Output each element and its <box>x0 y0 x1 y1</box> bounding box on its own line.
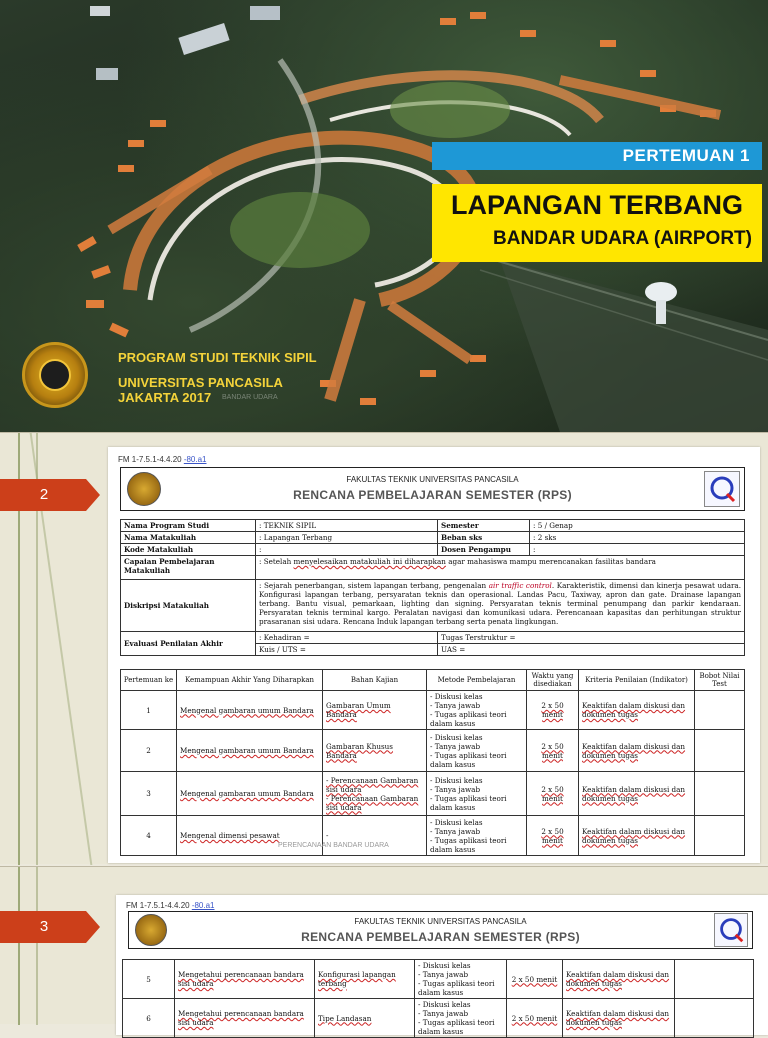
rps-page <box>116 895 768 1035</box>
quality-logo <box>714 913 748 947</box>
slide-number-marker <box>0 911 100 943</box>
quality-logo <box>704 471 740 507</box>
course-info-table <box>120 519 745 656</box>
program-value: : TEKNIK SIPIL <box>256 520 438 532</box>
slide-2[interactable] <box>0 432 768 864</box>
table-row: 5 Mengetahui perencanaan bandara sisi udara Konfigurasi lapangan terbang - Diskusi kelas - Tanya jawab - Tugas aplikasi teori dalam kasus 2 x 50 menit Keaktifan dalam diskusi dan dokumen tugas <box>123 960 754 999</box>
rps-page <box>108 447 760 863</box>
slide-number-marker <box>0 479 100 511</box>
program-label: Nama Program Studi <box>121 520 256 532</box>
document-header <box>120 467 745 511</box>
schedule-table <box>120 669 745 856</box>
document-header <box>128 911 753 949</box>
slide-title: LAPANGAN TERBANG <box>451 190 743 220</box>
description-value: : Sejarah penerbangan, sistem lapangan terbang, pengenalan air traffic control. Karakteristik, dimensi dan kinerja pesawat udara. Konfigurasi lapangan terbang, persyaratan teknis dan operasional. Landas Pacu, Taxiway, apron dan gate. Drainase lapangan terbang. Bantu visual, pemarkaan, lighting dan signing. Persyaratan teknis terminal penumpang dan parkir kendaraan. Persyaratan teknis terminal kargo. Peralatan navigasi dan komunikasi udara. Perencanaan kapasitas dan perhitungan struktur prasaranan sisi udara. Rencana Induk lapangan terbang serta penata lingkungan. <box>256 580 745 632</box>
lecturer-value: : <box>530 544 745 556</box>
university-name: UNIVERSITAS PANCASILA <box>118 375 283 390</box>
sks-value: : 2 sks <box>530 532 745 544</box>
title-box <box>432 184 762 262</box>
cpm-value: : Setelah menyelesaikan matakuliah ini diharapkan agar mahasiswa mampu merencanakan fasilitas bandara <box>256 556 745 580</box>
meeting-banner: PERTEMUAN 1 <box>432 142 762 170</box>
cover-slide[interactable] <box>0 0 768 432</box>
code-label: Kode Matakuliah <box>121 544 256 556</box>
course-value: : Lapangan Terbang <box>256 532 438 544</box>
lecturer-label: Dosen Pengampu <box>438 544 530 556</box>
city-year: JAKARTA 2017 <box>118 390 212 405</box>
slide-number: 2 <box>39 486 49 503</box>
col-time: Waktu yang disediakan <box>527 670 579 691</box>
university-logo <box>127 472 161 506</box>
decor-line <box>36 867 38 1025</box>
decor-line <box>18 867 20 1025</box>
table-row: 3 Mengenal gambaran umum Bandara - Perencanaan Gambaran sisi udara - Perencanaan Gambaran sisi udara - Diskusi kelas - Tanya jawab - Tugas aplikasi teori dalam kasus 2 x 50 menit Keaktifan dalam diskusi dan dokumen tugas <box>121 772 745 816</box>
description-label: Diskripsi Matakuliah <box>121 580 256 632</box>
cover-watermark: BANDAR UDARA <box>222 394 278 401</box>
university-seal-logo <box>22 342 88 408</box>
cpm-label: Capaian Pembelajaran Matakuliah <box>121 556 256 580</box>
code-value: : <box>256 544 438 556</box>
table-row: 1 Mengenal gambaran umum Bandara Gambaran Umum Bandara - Diskusi kelas - Tanya jawab - Tugas aplikasi teori dalam kasus 2 x 50 menit Keaktifan dalam diskusi dan dokumen tugas <box>121 691 745 730</box>
semester-label: Semester <box>438 520 530 532</box>
col-ability: Kemampuan Akhir Yang Diharapkan <box>177 670 323 691</box>
col-meeting: Pertemuan ke <box>121 670 177 691</box>
eval-quiz: Kuis / UTS = <box>256 644 438 656</box>
university-logo <box>135 914 167 946</box>
document-title: RENCANA PEMBELAJARAN SEMESTER (RPS) <box>293 488 572 502</box>
eval-final: UAS = <box>438 644 745 656</box>
col-criteria: Kriteria Penilaian (Indikator) <box>579 670 695 691</box>
faculty-name: FAKULTAS TEKNIK UNIVERSITAS PANCASILA <box>346 475 519 484</box>
sks-label: Beban sks <box>438 532 530 544</box>
table-row: 2 Mengenal gambaran umum Bandara Gambaran Khusus Bandara - Diskusi kelas - Tanya jawab - Tugas aplikasi teori dalam kasus 2 x 50 menit Keaktifan dalam diskusi dan dokumen tugas <box>121 730 745 772</box>
col-method: Metode Pembelajaran <box>427 670 527 691</box>
form-code: FM 1-7.5.1-4.4.20 -80.a1 <box>118 455 207 464</box>
slide-number: 3 <box>39 918 49 935</box>
faculty-name: FAKULTAS TEKNIK UNIVERSITAS PANCASILA <box>354 917 527 926</box>
semester-value: : 5 / Genap <box>530 520 745 532</box>
program-name: PROGRAM STUDI TEKNIK SIPIL <box>118 350 317 365</box>
form-code: FM 1-7.5.1-4.4.20 -80.a1 <box>126 901 215 910</box>
slide-3[interactable] <box>0 866 768 1036</box>
col-material: Bahan Kajian <box>323 670 427 691</box>
document-title: RENCANA PEMBELAJARAN SEMESTER (RPS) <box>301 930 580 944</box>
eval-attendance: : Kehadiran = <box>256 632 438 644</box>
table-row: 6 Mengetahui perencanaan bandara sisi udara Tipe Landasan - Diskusi kelas - Tanya jawab - Tugas aplikasi teori dalam kasus 2 x 50 menit Keaktifan dalam diskusi dan dokumen tugas <box>123 999 754 1038</box>
schedule-table-continued <box>122 959 754 1038</box>
slide-subtitle: BANDAR UDARA (AIRPORT) <box>493 228 752 249</box>
table-row: 4 Mengenal dimensi pesawat - - Diskusi kelas - Tanya jawab - Tugas aplikasi teori dalam kasus 2 x 50 menit Keaktifan dalam diskusi dan dokumen tugas <box>121 816 745 856</box>
page-watermark: PERENCANAAN BANDAR UDARA <box>278 842 389 849</box>
evaluation-label: Evaluasi Penilaian Akhir <box>121 632 256 656</box>
course-label: Nama Matakuliah <box>121 532 256 544</box>
eval-assignment: Tugas Terstruktur = <box>438 632 745 644</box>
col-weight: Bobot Nilai Test <box>695 670 745 691</box>
